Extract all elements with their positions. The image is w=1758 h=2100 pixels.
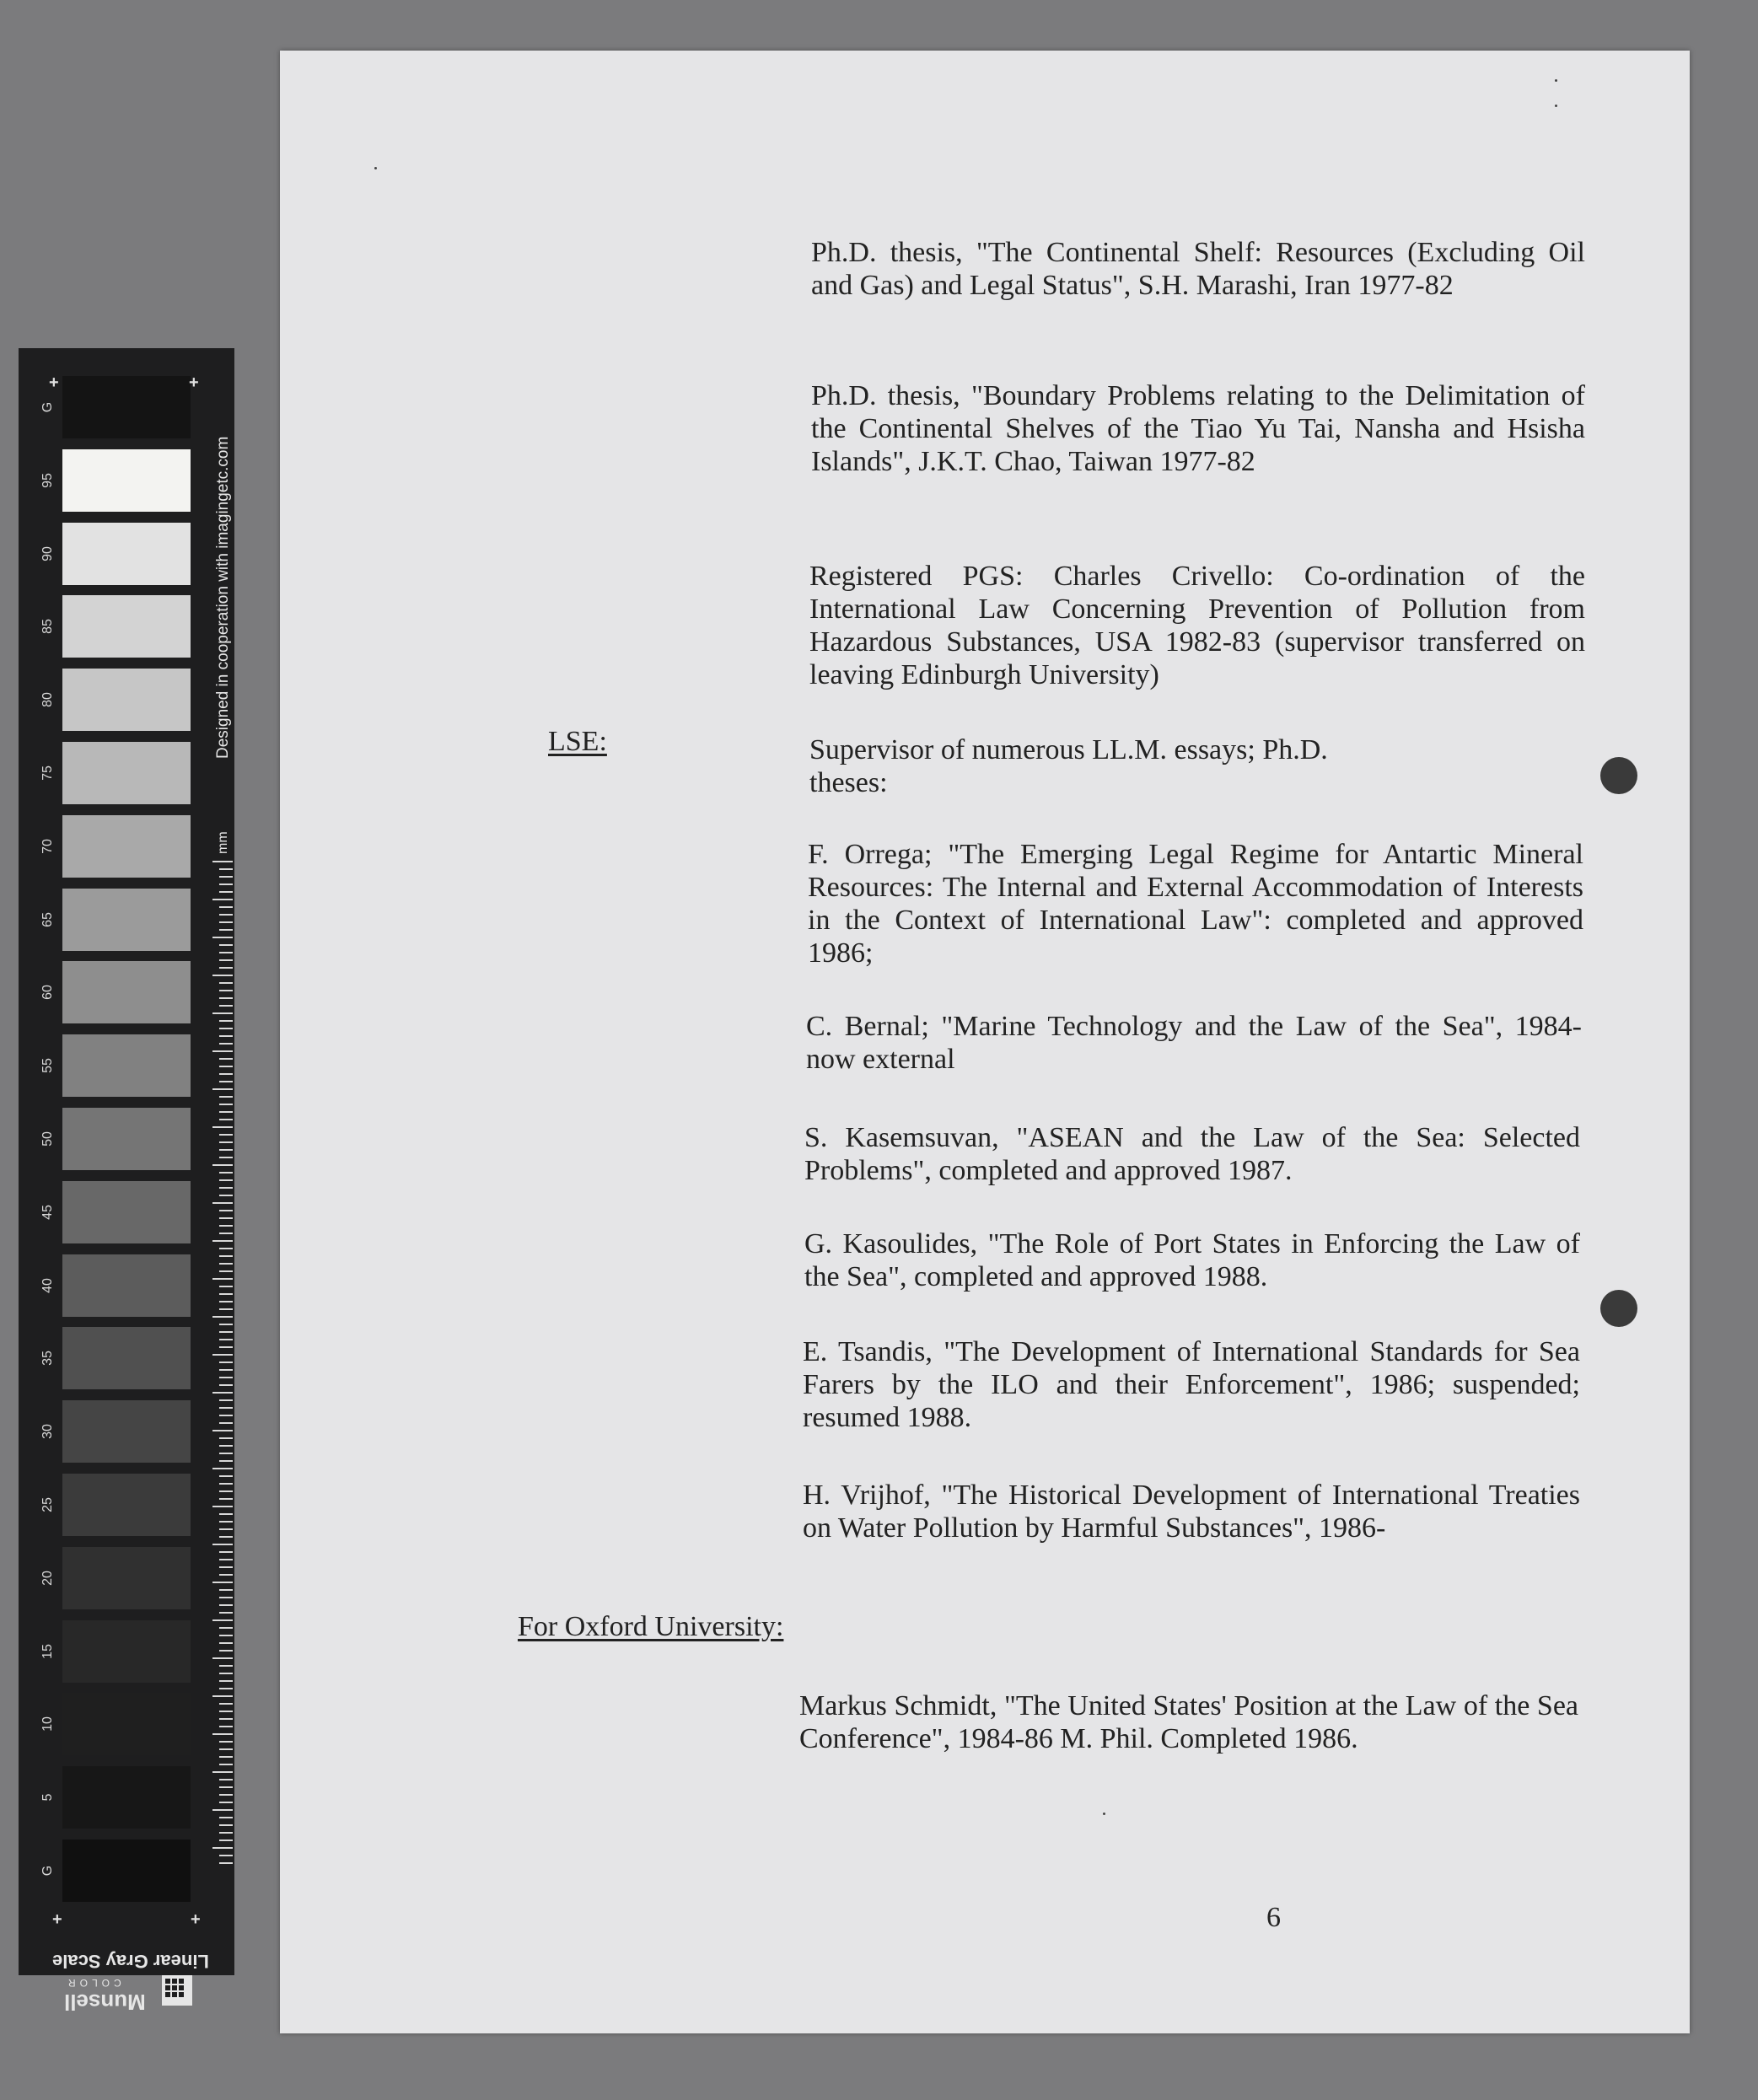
gray-patch-label: 70: [40, 838, 55, 854]
gray-patch: [62, 1840, 191, 1902]
lse-thesis-entry: E. Tsandis, "The Development of International Standards for Sea Farers by the ILO and their Enforcement", 1986; suspended; resumed 1988.: [803, 1336, 1580, 1433]
gray-patch: [62, 1181, 191, 1243]
gray-patch-label: 40: [40, 1277, 55, 1293]
gray-patch-label: 95: [40, 472, 55, 488]
gray-patch-label: 65: [40, 911, 55, 927]
gray-patch: [62, 961, 191, 1023]
document-page: [280, 51, 1690, 2033]
brand-name: Munsell: [64, 1990, 146, 2015]
lse-thesis-entry: S. Kasemsuvan, "ASEAN and the Law of the Sea: Selected Problems", completed and approved 1987.: [804, 1122, 1580, 1186]
thesis-entry: Ph.D. thesis, "Boundary Problems relating to the Delimitation of the Continental Shelves of the Tiao Yu Tai, Nansha and Hsisha Islands", J.K.T. Chao, Taiwan 1977-82: [811, 380, 1585, 477]
gray-patch-label: G: [40, 401, 55, 413]
gray-patch: [62, 1400, 191, 1463]
lse-thesis-entry: H. Vrijhof, "The Historical Development of International Treaties on Water Pollution by Harmful Substances", 1986-: [803, 1480, 1580, 1544]
oxford-thesis-entry: Markus Schmidt, "The United States' Position at the Law of the Sea Conference", 1984-86 M. Phil. Completed 1986.: [799, 1690, 1578, 1754]
gray-patch: [62, 1327, 191, 1389]
gray-patch: [62, 376, 191, 438]
gray-patch-label: G: [40, 1865, 55, 1877]
gray-patch-label: 50: [40, 1131, 55, 1147]
lse-thesis-entry: C. Bernal; "Marine Technology and the Law of the Sea", 1984- now external: [806, 1011, 1582, 1075]
gray-patch: [62, 449, 191, 512]
scale-credit: Designed in cooperation with imagingetc.com: [214, 436, 232, 759]
gray-patch: [62, 1693, 191, 1755]
gray-patch-label: 5: [40, 1793, 55, 1802]
lse-intro: Supervisor of numerous LL.M. essays; Ph.D. theses:: [809, 734, 1328, 798]
gray-patch-label: 90: [40, 545, 55, 561]
munsell-logo-icon: [162, 1975, 192, 2006]
gray-patch: [62, 669, 191, 731]
gray-patch: [62, 1766, 191, 1829]
speck: [1555, 105, 1557, 107]
gray-patch-label: 25: [40, 1497, 55, 1512]
gray-patch-label: 35: [40, 1351, 55, 1367]
gray-patch: [62, 1474, 191, 1536]
gray-patch-label: 80: [40, 692, 55, 708]
gray-patch: [62, 595, 191, 658]
punch-hole: [1600, 1290, 1637, 1327]
lse-heading: LSE:: [548, 726, 607, 757]
gray-patch: [62, 523, 191, 585]
gray-patch-label: 10: [40, 1716, 55, 1732]
gray-patch-label: 15: [40, 1643, 55, 1659]
plus-mark: +: [49, 373, 59, 392]
plus-mark: +: [191, 1910, 201, 1929]
gray-patch-label: 75: [40, 765, 55, 781]
plus-mark: +: [52, 1910, 62, 1929]
speck: [1555, 79, 1557, 82]
gray-patch-label: 60: [40, 985, 55, 1001]
gray-patch: [62, 742, 191, 804]
punch-hole: [1600, 757, 1637, 794]
speck: [1103, 1813, 1105, 1815]
lse-thesis-entry: F. Orrega; "The Emerging Legal Regime for Antartic Mineral Resources: The Internal and External Accommodation of Interests in the Context of International Law": completed and approved 1986;: [808, 839, 1583, 969]
oxford-heading: For Oxford University:: [518, 1611, 784, 1642]
scale-unit: mm: [216, 831, 230, 854]
gray-patch: [62, 1547, 191, 1609]
gray-patch: [62, 1620, 191, 1683]
gray-scale-card: [19, 348, 234, 2015]
page-number: 6: [1266, 1902, 1281, 1933]
brand-sub: COLOR: [64, 1977, 121, 1989]
gray-patch: [62, 889, 191, 951]
thesis-entry: Ph.D. thesis, "The Continental Shelf: Resources (Excluding Oil and Gas) and Legal Status", S.H. Marashi, Iran 1977-82: [811, 237, 1585, 301]
gray-patch-label: 30: [40, 1424, 55, 1440]
speck: [374, 167, 377, 169]
gray-patch-label: 55: [40, 1058, 55, 1074]
scale-title: Linear Gray Scale: [52, 1951, 209, 1972]
gray-patch: [62, 815, 191, 878]
gray-patch: [62, 1108, 191, 1170]
plus-mark: +: [189, 373, 199, 392]
gray-patch-label: 45: [40, 1204, 55, 1220]
gray-patch: [62, 1254, 191, 1317]
gray-patch-label: 20: [40, 1570, 55, 1586]
ruler-ticks: [219, 861, 233, 1866]
thesis-entry: Registered PGS: Charles Crivello: Co-ordination of the International Law Concerning Prevention of Pollution from Hazardous Substances, USA 1982-83 (supervisor transferred on leaving Edinburgh University): [809, 561, 1585, 690]
lse-thesis-entry: G. Kasoulides, "The Role of Port States in Enforcing the Law of the Sea", completed and approved 1988.: [804, 1228, 1580, 1292]
gray-patch-label: 85: [40, 619, 55, 635]
gray-patch: [62, 1034, 191, 1097]
